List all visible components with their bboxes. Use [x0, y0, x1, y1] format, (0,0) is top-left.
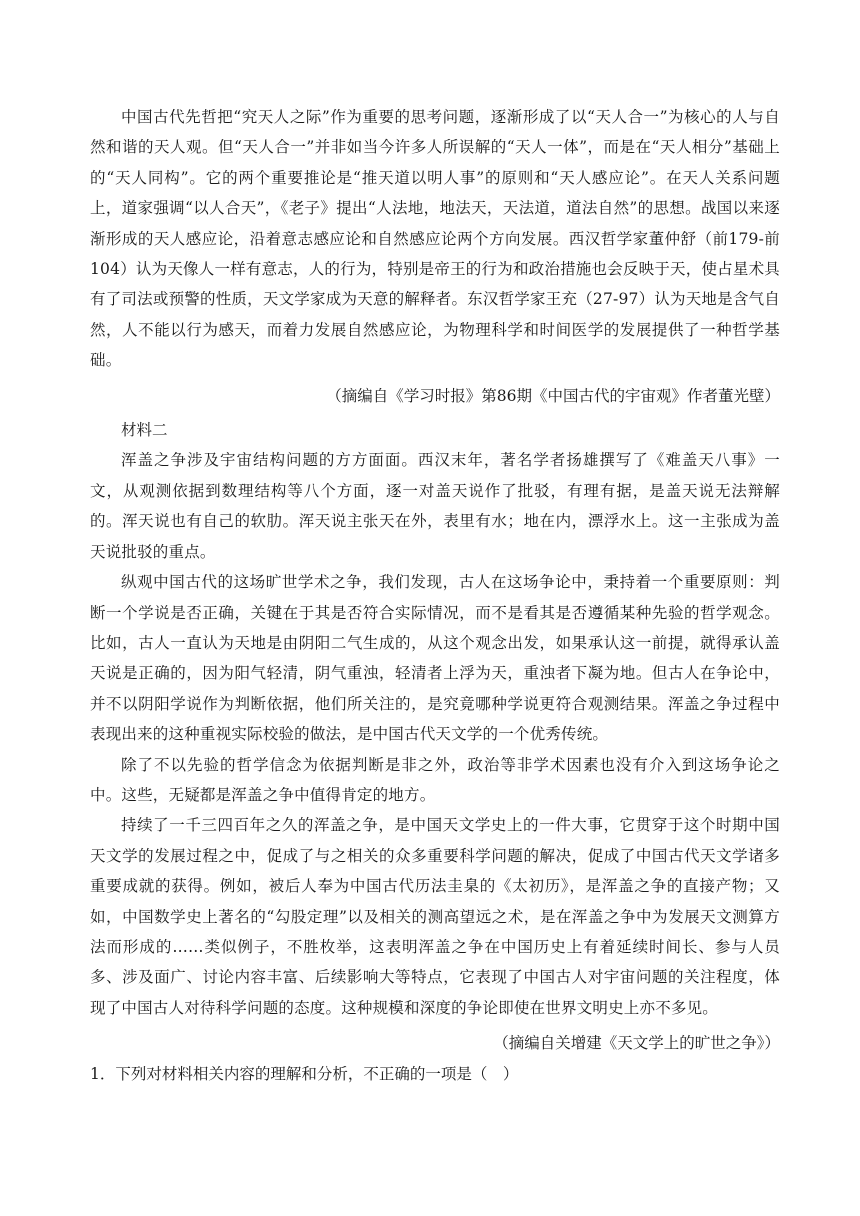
question-one-stem: 1．下列对材料相关内容的理解和分析，不正确的一项是（ ）: [90, 1064, 519, 1083]
material-two-paragraph-2: 纵观中国古代的这场旷世学术之争，我们发现，古人在这场争论中，秉持着一个重要原则：判断一个学说是否正确，关键在于其是否符合实际情况，而不是看其是否遵循某种先验的哲学观念。比如，古人一直认为天地是由阴阳二气生成的，从这个观念出发，如果承认这一前提，就得承认盖天说是正确的，因为阳气轻清，阴气重浊，轻清者上浮为天，重浊者下凝为地。但古人在争论中，并不以阴阳学说作为判断依据，他们所关注的，是究竟哪种学说更符合观测结果。浑盖之争过程中表现出来的这种重视实际校验的做法，是中国古代天文学的一个优秀传统。: [90, 573, 780, 744]
material-two-paragraph-3: 除了不以先验的哲学信念为依据判断是非之外，政治等非学术因素也没有介入到这场争论之中。这些，无疑都是浑盖之争中值得肯定的地方。: [90, 755, 780, 804]
material-two-source: （摘编自关增建《天文学上的旷世之争》）: [493, 1034, 780, 1053]
material-two-paragraph-4: 持续了一千三四百年之久的浑盖之争，是中国天文学史上的一件大事，它贯穿于这个时期中国天文学的发展过程之中，促成了与之相关的众多重要科学问题的解决，促成了中国古代天文学诸多重要成就的获得。例如，被后人奉为中国古代历法圭臬的《太初历》，是浑盖之争的直接产物；又如，中国数学史上著名的“勾股定理”以及相关的测高望远之术，是在浑盖之争中为发展天文测算方法而形成的……类似例子，不胜枚举，这表明浑盖之争在中国历史上有着延续时间长、参与人员多、涉及面广、讨论内容丰富、后续影响大等特点，它表现了中国古人对宇宙问题的关注程度，体现了中国古人对待科学问题的态度。这种规模和深度的争论即使在世界文明史上亦不多见。: [90, 816, 780, 1017]
material-one-source: （摘编自《学习时报》第86期《中国古代的宇宙观》作者董光壁）: [326, 386, 780, 405]
material-two-paragraph-1: 浑盖之争涉及宇宙结构问题的方方面面。西汉末年，著名学者扬雄撰写了《难盖天八事》一文，从观测依据到数理结构等八个方面，逐一对盖天说作了批驳，有理有据，是盖天说无法辩解的。浑天说也有自己的软肋。浑天说主张天在外，表里有水；地在内，漂浮水上。这一主张成为盖天说批驳的重点。: [90, 451, 780, 561]
document-page: [90, 102, 780, 1089]
material-one-paragraph: 中国古代先哲把“究天人之际”作为重要的思考问题，逐渐形成了以“天人合一”为核心的人与自然和谐的天人观。但“天人合一”并非如当今许多人所误解的“天人一体”，而是在“天人相分”基础上的“天人同构”。它的两个重要推论是“推天道以明人事”的原则和“天人感应论”。在天人关系问题上，道家强调“以人合天”，《老子》提出“人法地，地法天，天法道，道法自然”的思想。战国以来逐渐形成的天人感应论，沿着意志感应论和自然感应论两个方向发展。西汉哲学家董仲舒（前179-前104）认为天像人一样有意志，人的行为，特别是帝王的行为和政治措施也会反映于天，使占星术具有了司法或预警的性质，天文学家成为天意的解释者。东汉哲学家王充（27-97）认为天地是含气自然，人不能以行为感天，而着力发展自然感应论，为物理科学和时间医学的发展提供了一种哲学基础。: [90, 108, 780, 370]
material-two-label: 材料二: [121, 421, 168, 440]
